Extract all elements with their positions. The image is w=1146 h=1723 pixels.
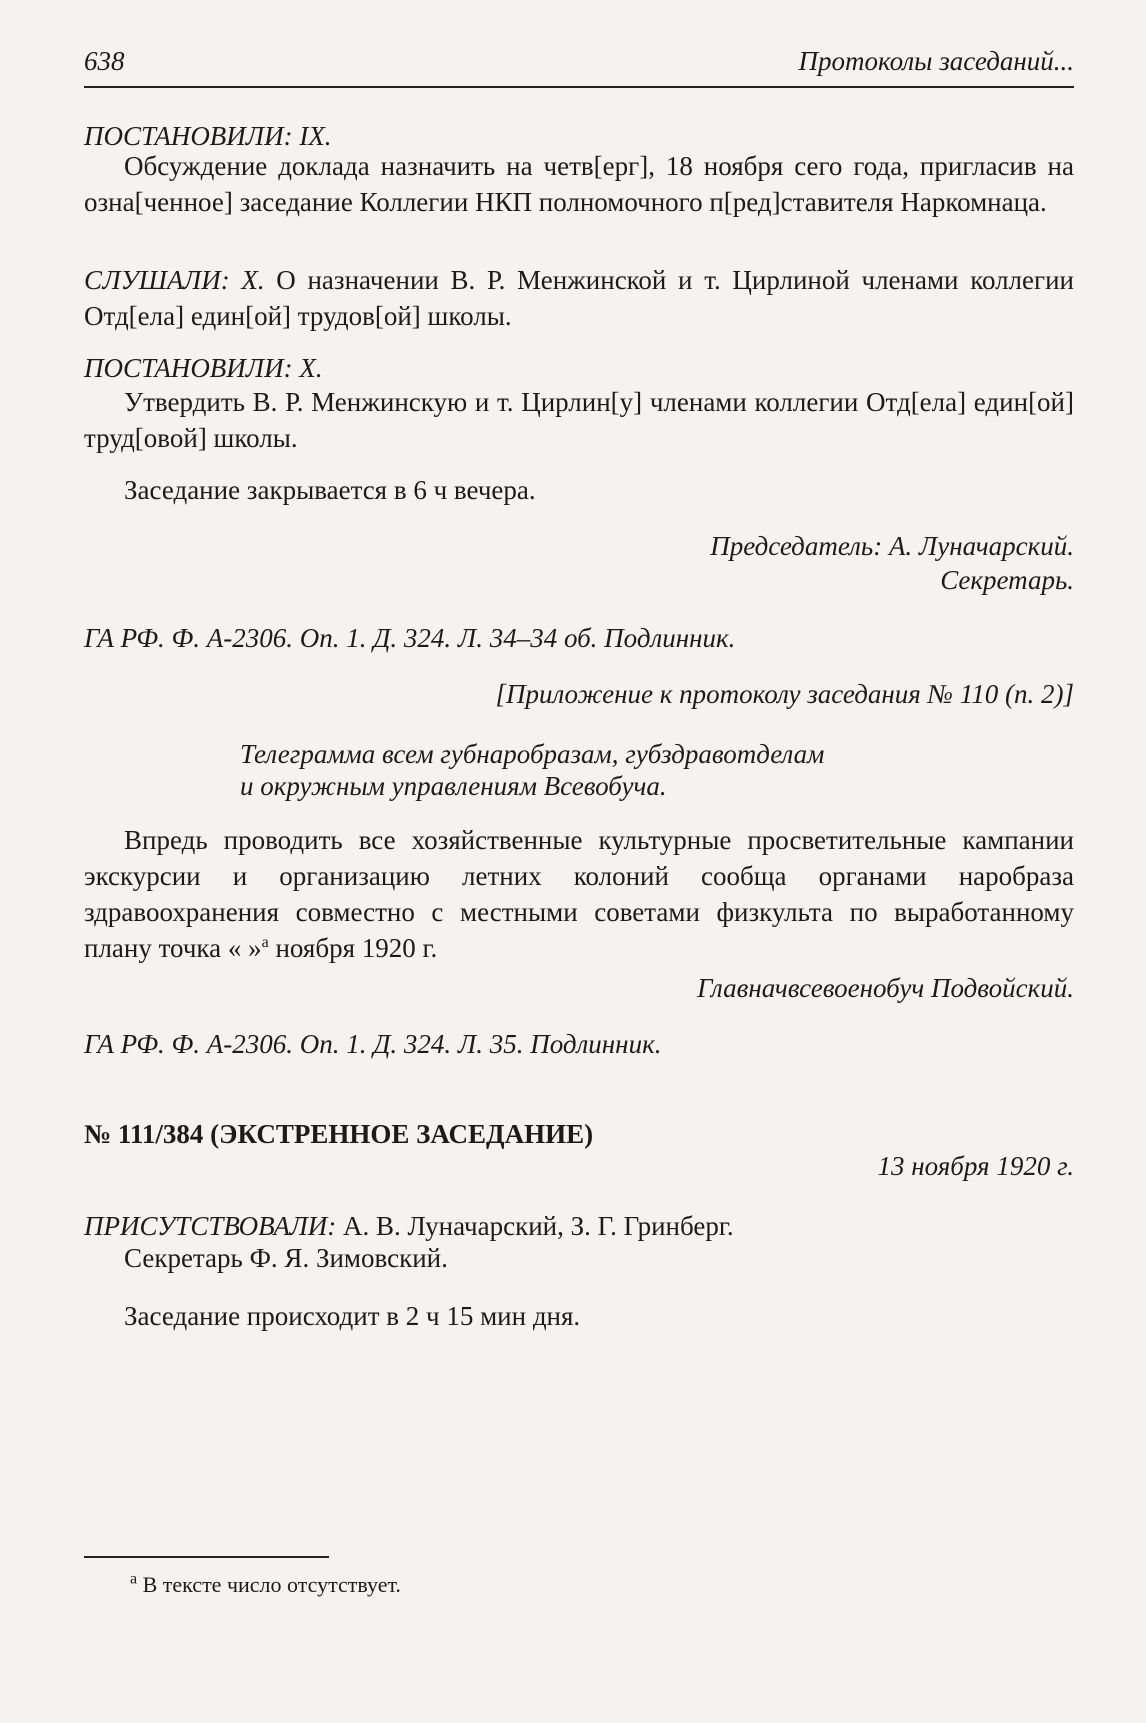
footnote-marker: а — [261, 934, 269, 951]
archive-reference-2: ГА РФ. Ф. А-2306. Оп. 1. Д. 324. Л. 35. Подлинник. — [84, 1029, 662, 1059]
chair-signature: Председатель: А. Луначарский. — [710, 531, 1074, 561]
heard-x-label: СЛУШАЛИ: X. — [84, 265, 265, 295]
archive-reference-1: ГА РФ. Ф. А-2306. Оп. 1. Д. 324. Л. 34–34 об. Подлинник. — [84, 623, 736, 653]
telegram-title-line2: и окружным управлениям Всевобуча. — [240, 771, 667, 801]
closing-statement: Заседание закрывается в 6 ч вечера. — [124, 475, 536, 505]
footnote-text: В тексте число отсутствует. — [137, 1572, 401, 1597]
header-rule — [84, 86, 1074, 88]
present-line — [84, 1208, 1074, 1244]
session-date: 13 ноября 1920 г. — [877, 1151, 1074, 1181]
secretary-signature: Секретарь. — [940, 565, 1074, 595]
footnote-rule — [84, 1556, 329, 1558]
running-title: Протоколы заседаний... — [798, 46, 1074, 76]
footnote — [130, 1572, 401, 1598]
page-header — [84, 46, 1074, 86]
session-opening: Заседание происходит в 2 ч 15 мин дня. — [124, 1301, 581, 1331]
page-number: 638 — [84, 46, 125, 76]
present-names: А. В. Луначарский, З. Г. Гринберг. — [336, 1211, 734, 1241]
heard-x-text: О назначении В. Р. Менжинской и т. Цирлиной членами коллегии Отд[ела] един[ой] трудов[ой] школы. — [84, 265, 1074, 331]
telegram-title-line1: Телеграмма всем губнаробразам, губздравотделам — [240, 739, 825, 769]
resolution-ix-heading: ПОСТАНОВИЛИ: IX. — [84, 121, 332, 151]
telegram-body-end: ноября 1920 г. — [268, 933, 438, 963]
resolution-ix-text: Обсуждение доклада назначить на четв[ерг], 18 ноября сего года, пригласив на озна[ченное] заседание Коллегии НКП полномочного п[ред]ставителя Наркомнаца. — [84, 151, 1074, 217]
telegram-signature: Главначвсевоенобуч Подвойский. — [697, 973, 1074, 1003]
heard-x — [84, 262, 1074, 334]
session-secretary: Секретарь Ф. Я. Зимовский. — [124, 1243, 448, 1273]
session-title: № 111/384 (ЭКСТРЕННОЕ ЗАСЕДАНИЕ) — [84, 1119, 594, 1149]
footnote-mark: а — [130, 1570, 138, 1588]
telegram-text — [84, 822, 1074, 966]
resolution-x-text: Утвердить В. Р. Менжинскую и т. Цирлин[у] членами коллегии Отд[ела] един[ой] труд[овой] школы. — [84, 387, 1074, 453]
telegram-body: Впредь проводить все хозяйственные культурные просветительные кампании экскурсии и организацию летних колоний сообща органами наробраза здравоохранения совместно с местными советами физкульта по выработанному плану точка « » — [84, 825, 1074, 963]
resolution-x-heading: ПОСТАНОВИЛИ: X. — [84, 353, 323, 383]
appendix-title: [Приложение к протоколу заседания № 110 (п. 2)] — [495, 679, 1074, 709]
present-label: ПРИСУТСТВОВАЛИ: — [84, 1211, 337, 1241]
